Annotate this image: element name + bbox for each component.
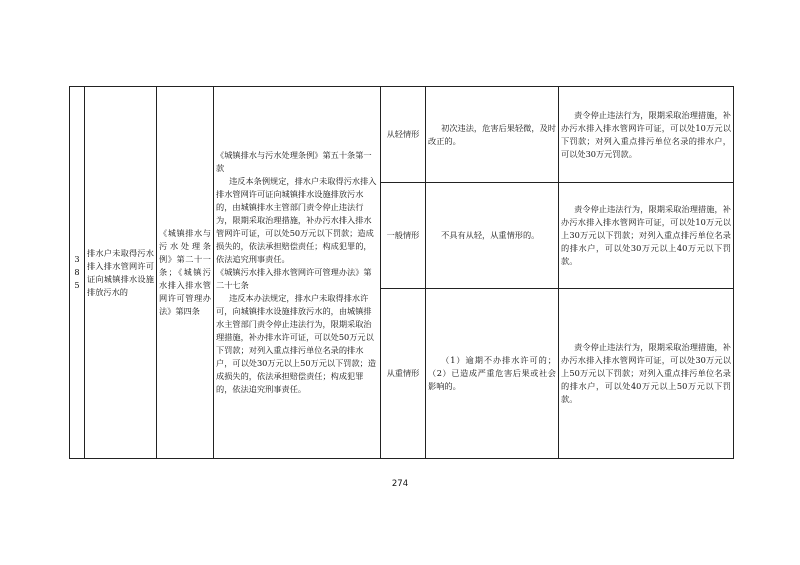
standard-text: （1）逾期不办排水许可的；（2）已造成严重危害后果或社会影响的。 xyxy=(428,355,556,391)
circumstance-cell: 从重情形 xyxy=(381,289,426,459)
penalty-clauses-cell xyxy=(214,87,381,459)
circumstance-cell: 从轻情形 xyxy=(381,87,426,183)
clause-text-1: 违反本条例规定，排水户未取得污水排入排水管网许可证向城镇排水设施排放污水的，由城镇排水主管部门责令停止违法行为，限期采取治理措施，补办污水排入排水管网许可证，可以处50万元以下罚款；造成损失的，依法承担赔偿责任；构成犯罪的，依法追究刑事责任。 xyxy=(216,176,377,264)
penalty-text: 责令停止违法行为，限期采取治理措施，补办污水排入排水管网许可证，可以处10万元以下罚款；对列入重点排污单位名录的排水户，可以处30万元罚款。 xyxy=(561,109,731,159)
standard-text: 初次违法，危害后果轻微，及时改正的。 xyxy=(428,122,556,146)
violation-cell: 排水户未取得污水排入排水管网许可证向城镇排水设施排放污水的 xyxy=(85,87,157,459)
standard-text: 不具有从轻，从重情形的。 xyxy=(441,230,540,240)
row-number: 385 xyxy=(70,87,85,459)
legal-basis-cell: 《城镇排水与污水处理条例》第二十一条；《城镇污水排入排水管网许可管理办法》第四条 xyxy=(157,87,214,459)
clause-title-2: 《城镇污水排入排水管网许可管理办法》第二十七条 xyxy=(216,267,372,290)
penalty-standard-table xyxy=(69,86,734,459)
penalty-cell xyxy=(559,87,734,183)
penalty-text: 责令停止违法行为，限期采取治理措施，补办污水排入排水管网许可证，可以处10万元以上30万元以下罚款；对列入重点排污单位名录的排水户，可以处30万元以上40万元以下罚款。 xyxy=(561,204,731,266)
penalty-text: 责令停止违法行为，限期采取治理措施，补办污水排入排水管网许可证，可以处30万元以上50万元以下罚款；对列入重点排污单位名录的排水户，可以处40万元以上50万元以下罚款。 xyxy=(561,342,731,404)
clause-title-1: 《城镇排水与污水处理条例》第五十条第一款 xyxy=(216,150,372,173)
page-number: 274 xyxy=(391,479,409,489)
circumstance-cell: 一般情形 xyxy=(381,183,426,289)
penalty-cell xyxy=(559,183,734,289)
penalty-cell xyxy=(559,289,734,459)
standard-cell xyxy=(426,87,559,183)
standard-cell xyxy=(426,289,559,459)
clause-text-2: 违反本办法规定，排水户未取得排水许可，向城镇排水设施排放污水的，由城镇排水主管部门责令停止违法行为，限期采取治理措施，补办排水许可证，可以处50万元以下罚款；对列入重点排污单位名录的排水户，可以处30万元以上50万元以下罚款；造成损失的，依法承担赔偿责任；构成犯罪的，依法追究刑事责任。 xyxy=(216,293,377,394)
table-row xyxy=(70,87,734,183)
standard-cell xyxy=(426,183,559,289)
